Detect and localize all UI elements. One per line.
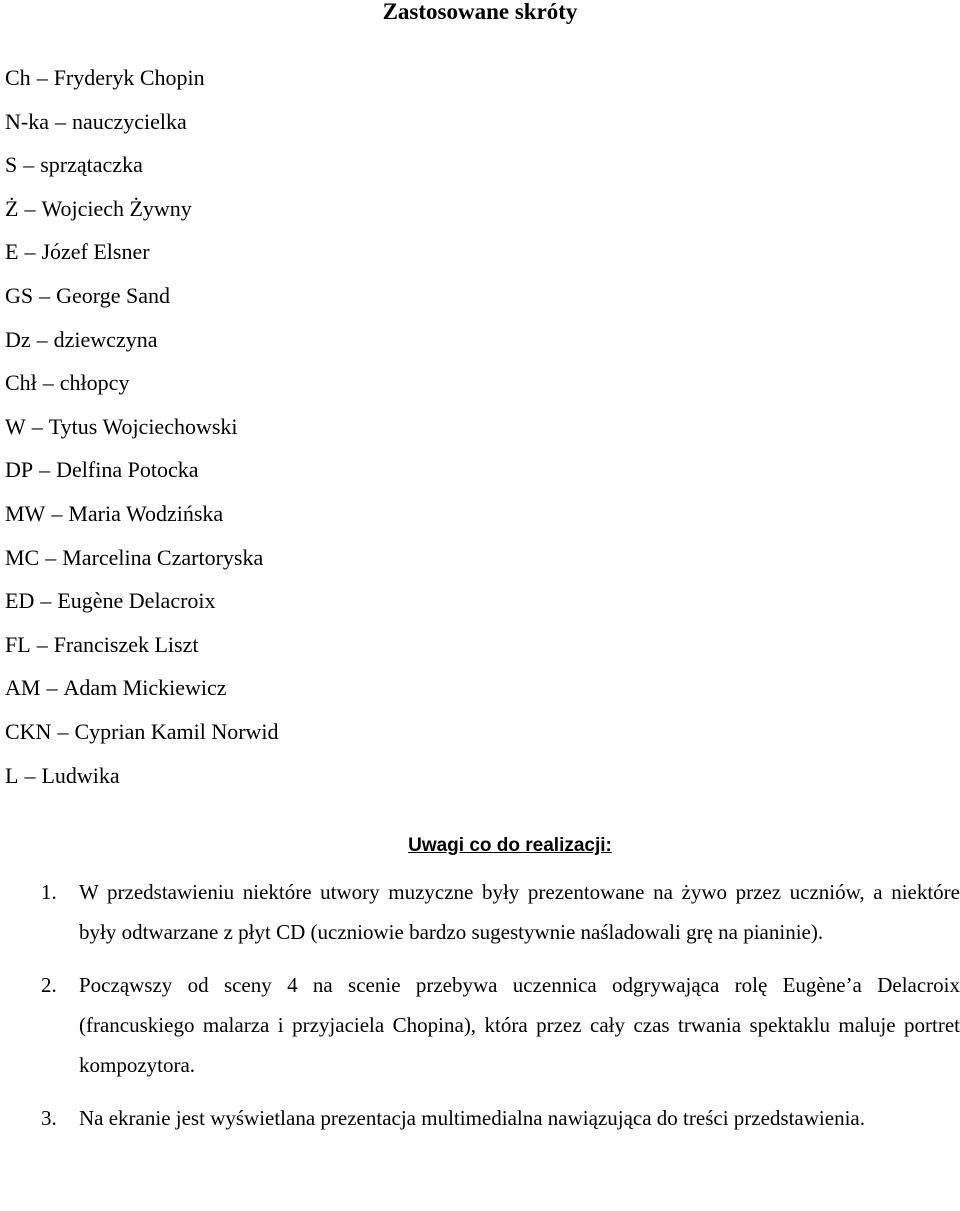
- abbreviation-name: sprzątaczka: [40, 152, 143, 178]
- abbreviation-item: [5, 236, 279, 280]
- abbreviation-name: Wojciech Żywny: [41, 195, 192, 221]
- abbreviation-name: Maria Wodzińska: [68, 500, 224, 526]
- abbreviation-name: dziewczyna: [53, 326, 158, 352]
- abbreviation-dash: –: [45, 544, 57, 570]
- abbreviation-code: S: [5, 152, 18, 178]
- abbreviation-dash: –: [31, 413, 43, 439]
- abbreviation-code: W: [5, 413, 26, 439]
- notes-title: Uwagi co do realizacji:: [408, 835, 612, 856]
- abbreviation-item: [5, 106, 279, 150]
- abbreviation-dash: –: [24, 195, 36, 221]
- note-number: 1.: [41, 880, 57, 904]
- abbreviation-code: DP: [5, 457, 34, 483]
- abbreviation-name: Cyprian Kamil Norwid: [74, 718, 279, 744]
- abbreviation-name: George Sand: [56, 282, 170, 308]
- abbreviation-name: Eugène Delacroix: [57, 588, 216, 614]
- abbreviation-dash: –: [42, 370, 54, 396]
- abbreviation-list: [5, 62, 279, 803]
- abbreviation-item: [5, 411, 279, 455]
- abbreviation-dash: –: [57, 718, 69, 744]
- abbreviation-code: Ż: [5, 195, 19, 221]
- abbreviation-code: N-ka: [5, 108, 49, 134]
- abbreviation-name: chłopcy: [59, 370, 130, 396]
- abbreviation-dash: –: [36, 65, 48, 90]
- abbreviation-name: nauczycielka: [71, 108, 187, 134]
- abbreviation-dash: –: [54, 108, 66, 134]
- abbreviation-code: FL: [5, 631, 31, 657]
- abbreviation-code: MW: [5, 500, 46, 526]
- abbreviation-code: GS: [5, 282, 34, 308]
- abbreviation-code: Dz: [5, 326, 31, 352]
- abbreviation-item: [5, 280, 279, 324]
- page-title: Zastosowane skróty: [382, 0, 578, 24]
- note-number: 2.: [41, 973, 57, 997]
- abbreviation-code: E: [5, 239, 19, 265]
- abbreviation-dash: –: [39, 457, 51, 483]
- abbreviation-code: ED: [5, 588, 35, 614]
- abbreviation-item: [5, 324, 279, 368]
- note-text: Na ekranie jest wyświetlana prezentacja multimedialna nawiązująca do treści przedstawienia.: [79, 1106, 865, 1130]
- abbreviation-dash: –: [39, 282, 51, 308]
- notes-list: [0, 872, 960, 1151]
- note-number: 3.: [41, 1106, 57, 1130]
- abbreviation-item: [5, 193, 279, 237]
- note-text: W przedstawieniu niektóre utwory muzyczne były prezentowane na żywo przez uczniów, a niektóre były odtwarzane z płyt CD (uczniowie bardzo sugestywnie naśladowali grę na pianinie).: [79, 880, 960, 944]
- abbreviation-dash: –: [24, 239, 36, 265]
- abbreviation-item: [5, 498, 279, 542]
- abbreviation-name: Fryderyk Chopin: [53, 65, 205, 90]
- abbreviation-name: Marcelina Czartoryska: [62, 544, 264, 570]
- abbreviation-item: [5, 62, 279, 106]
- abbreviation-code: Chł: [5, 370, 37, 396]
- abbreviation-item: [5, 760, 279, 804]
- abbreviation-item: [5, 585, 279, 629]
- abbreviation-code: MC: [5, 544, 40, 570]
- abbreviation-code: AM: [5, 675, 41, 701]
- note-text: Począwszy od sceny 4 na scenie przebywa uczennica odgrywająca rolę Eugène’a Delacroix (francuskiego malarza i przyjaciela Chopina), która przez cały czas trwania spektaklu maluje portret kompozytora.: [79, 973, 960, 1077]
- abbreviation-code: Ch: [5, 65, 31, 90]
- abbreviation-item: [5, 149, 279, 193]
- abbreviation-name: Józef Elsner: [41, 239, 150, 265]
- abbreviation-dash: –: [23, 152, 35, 178]
- abbreviation-item: [5, 542, 279, 586]
- abbreviation-dash: –: [36, 631, 48, 657]
- note-item: [0, 965, 960, 1085]
- note-item: [0, 872, 960, 952]
- abbreviation-code: L: [5, 762, 19, 788]
- abbreviation-item: [5, 672, 279, 716]
- abbreviation-dash: –: [36, 326, 48, 352]
- abbreviation-item: [5, 367, 279, 411]
- abbreviation-dash: –: [51, 500, 63, 526]
- abbreviation-item: [5, 629, 279, 673]
- abbreviation-dash: –: [46, 675, 58, 701]
- abbreviation-dash: –: [24, 762, 36, 788]
- abbreviation-name: Franciszek Liszt: [53, 631, 199, 657]
- abbreviation-code: CKN: [5, 718, 52, 744]
- abbreviation-name: Tytus Wojciechowski: [48, 413, 238, 439]
- abbreviation-dash: –: [40, 588, 52, 614]
- abbreviation-name: Adam Mickiewicz: [63, 675, 227, 701]
- abbreviation-name: Ludwika: [41, 762, 120, 788]
- abbreviation-item: [5, 716, 279, 760]
- note-item: [0, 1098, 960, 1138]
- abbreviation-item: [5, 454, 279, 498]
- abbreviation-name: Delfina Potocka: [56, 457, 199, 483]
